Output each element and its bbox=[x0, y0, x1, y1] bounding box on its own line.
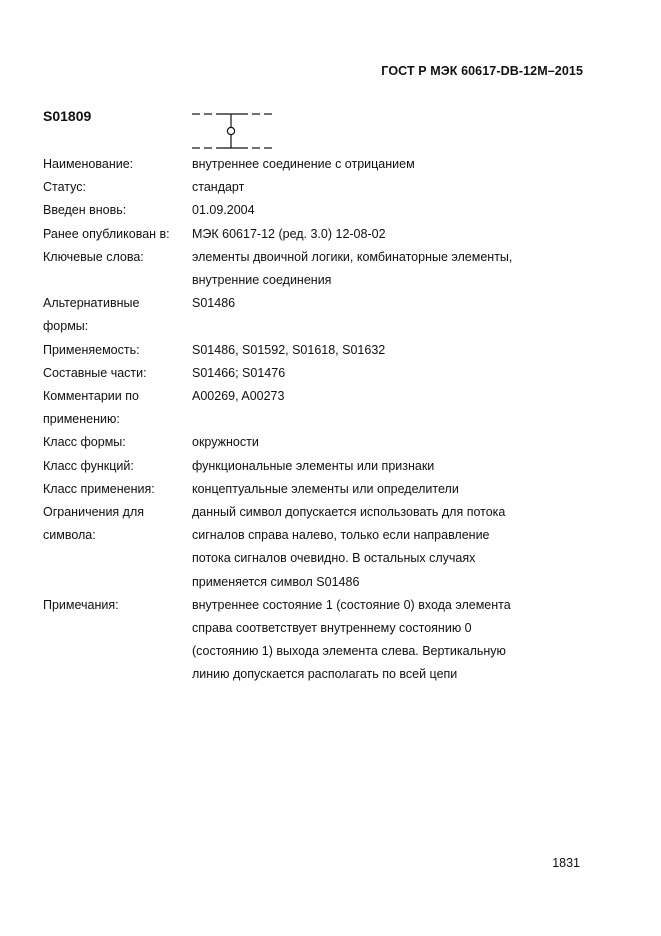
attribute-table bbox=[43, 153, 583, 687]
attribute-row bbox=[43, 594, 583, 687]
attribute-label-line: Комментарии по bbox=[43, 389, 139, 404]
attribute-value-line: A00269, A00273 bbox=[192, 389, 285, 404]
attribute-row bbox=[43, 292, 583, 338]
attribute-label bbox=[43, 246, 192, 269]
attribute-value bbox=[192, 455, 552, 478]
attribute-value bbox=[192, 362, 552, 385]
attribute-value bbox=[192, 478, 552, 501]
attribute-value bbox=[192, 339, 552, 362]
attribute-row bbox=[43, 199, 583, 222]
internal-connection-negation-symbol-icon bbox=[190, 108, 274, 156]
attribute-value bbox=[192, 501, 552, 594]
attribute-row bbox=[43, 478, 583, 501]
attribute-value bbox=[192, 153, 552, 176]
attribute-label-line: Составные части: bbox=[43, 365, 147, 380]
attribute-row bbox=[43, 431, 583, 454]
attribute-value-line: (состоянию 1) выхода элемента слева. Вертикальную bbox=[192, 644, 506, 659]
attribute-value-line: стандарт bbox=[192, 180, 245, 195]
attribute-label-line: Класс формы: bbox=[43, 435, 126, 450]
attribute-row bbox=[43, 339, 583, 362]
attribute-value-line: линию допускается располагать по всей цепи bbox=[192, 667, 458, 682]
attribute-value-line: МЭК 60617-12 (ред. 3.0) 12-08-02 bbox=[192, 226, 386, 241]
attribute-value bbox=[192, 223, 552, 246]
attribute-value-line: S01466; S01476 bbox=[192, 365, 286, 380]
attribute-label bbox=[43, 176, 192, 199]
attribute-label-line: формы: bbox=[43, 319, 89, 334]
attribute-label bbox=[43, 153, 192, 176]
attribute-label bbox=[43, 292, 192, 338]
attribute-label-line: Наименование: bbox=[43, 157, 134, 171]
attribute-value-line: окружности bbox=[192, 435, 259, 450]
attribute-row bbox=[43, 362, 583, 385]
attribute-label bbox=[43, 431, 192, 454]
attribute-value bbox=[192, 176, 552, 199]
attribute-label-line: Применяемость: bbox=[43, 342, 140, 357]
attribute-value-line: функциональные элементы или признаки bbox=[192, 458, 435, 473]
attribute-label-line: применению: bbox=[43, 412, 120, 427]
attribute-label bbox=[43, 478, 192, 501]
attribute-row bbox=[43, 176, 583, 199]
attribute-label bbox=[43, 339, 192, 362]
attribute-row bbox=[43, 501, 583, 594]
attribute-label bbox=[43, 455, 192, 478]
attribute-value-line: сигналов справа налево, только если направление bbox=[192, 528, 490, 543]
attribute-row bbox=[43, 246, 583, 292]
attribute-value-line: внутреннее соединение с отрицанием bbox=[192, 157, 415, 171]
attribute-label-line: Введен вновь: bbox=[43, 203, 127, 218]
attribute-label-line: Ранее опубликован в: bbox=[43, 226, 170, 241]
attribute-label-line: Примечания: bbox=[43, 597, 119, 612]
attribute-value-line: 01.09.2004 bbox=[192, 203, 255, 218]
attribute-value-line: концептуальные элементы или определители bbox=[192, 481, 459, 496]
attribute-label-line: символа: bbox=[43, 528, 96, 543]
attribute-value bbox=[192, 385, 552, 408]
attribute-value-line: внутреннее состояние 1 (состояние 0) входа элемента bbox=[192, 597, 511, 612]
attribute-label-line: Ключевые слова: bbox=[43, 249, 144, 264]
attribute-label-line: Класс применения: bbox=[43, 481, 155, 496]
attribute-label-line: Альтернативные bbox=[43, 296, 140, 311]
attribute-value-line: S01486 bbox=[192, 296, 236, 311]
attribute-label bbox=[43, 385, 192, 431]
attribute-label bbox=[43, 199, 192, 222]
attribute-label-line: Ограничения для bbox=[43, 505, 145, 520]
attribute-value bbox=[192, 246, 552, 292]
attribute-value-line: данный символ допускается использовать для потока bbox=[192, 505, 506, 520]
attribute-value-line: внутренние соединения bbox=[192, 273, 332, 288]
attribute-value-line: справа соответствует внутреннему состоянию 0 bbox=[192, 621, 472, 636]
attribute-label bbox=[43, 362, 192, 385]
attribute-value-line: применяется символ S01486 bbox=[192, 574, 360, 589]
attribute-row bbox=[43, 385, 583, 431]
page-number: 1831 bbox=[552, 856, 580, 870]
attribute-label bbox=[43, 594, 192, 617]
attribute-value-line: потока сигналов очевидно. В остальных случаях bbox=[192, 551, 476, 566]
attribute-label-line: Статус: bbox=[43, 180, 86, 195]
attribute-label bbox=[43, 501, 192, 547]
symbol-code: S01809 bbox=[43, 108, 92, 124]
document-header: ГОСТ Р МЭК 60617-DB-12M–2015 bbox=[381, 64, 583, 78]
attribute-value-line: элементы двоичной логики, комбинаторные элементы, bbox=[192, 249, 513, 264]
attribute-value-line: S01486, S01592, S01618, S01632 bbox=[192, 342, 386, 357]
attribute-value bbox=[192, 199, 552, 222]
attribute-label-line: Класс функций: bbox=[43, 458, 134, 473]
attribute-value bbox=[192, 431, 552, 454]
attribute-label bbox=[43, 223, 192, 246]
attribute-row bbox=[43, 153, 583, 176]
attribute-row bbox=[43, 455, 583, 478]
attribute-value bbox=[192, 292, 552, 315]
attribute-row bbox=[43, 223, 583, 246]
attribute-value bbox=[192, 594, 552, 687]
